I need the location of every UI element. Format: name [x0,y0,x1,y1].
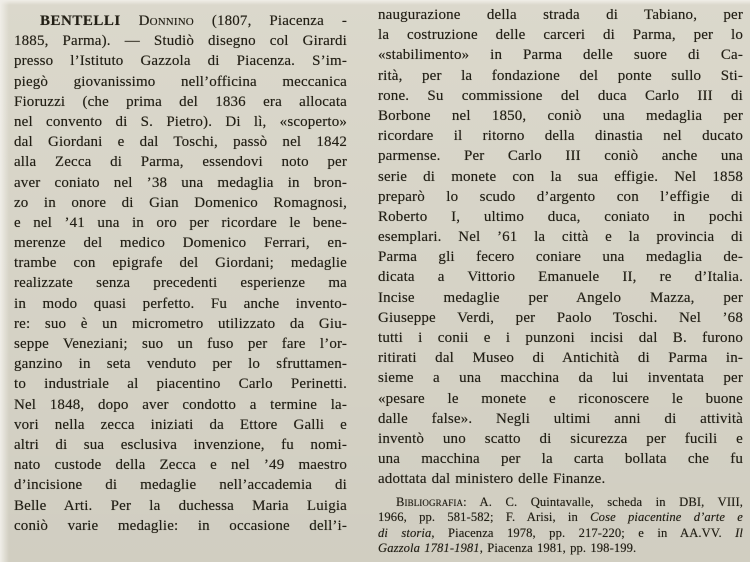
smallcaps-text-segment: Donnino [138,13,194,29]
text-line: realizzate senza precedenti esperienze ma [14,275,347,292]
text-line: naugurazione della strada di Tabiano, per [378,7,743,23]
text-line: coniò varie medaglie: in occasione dell’i- [14,517,347,534]
text-line: e nel ’41 una in oro per ricordare le bene- [14,214,347,231]
text-line: dicata a Vittorio Emanuele II, re d’Italia. [378,269,743,286]
text-line: Fioruzzi (che prima del 1836 era allocata [14,93,347,110]
text-line: rità, per la fondazione del ponte sullo Sti- [378,67,743,84]
text-line: sieme a una macchina da lui inventata per [378,370,743,387]
text-line: Incise medaglie per Angelo Mazza, per [378,289,743,306]
text-line: parmense. Per Carlo III coniò anche una [378,148,743,165]
text-line: dalle false». Negli ultimi anni di attività [378,410,743,427]
text-line: la costruzione delle carceri di Parma, per lo [378,27,743,44]
text-line: Roberto I, ultimo duca, coniato in pochi [378,208,743,225]
entry-body-left [14,11,347,536]
text-line: vori nella zecca iniziati da Ettore Galli e [14,416,347,433]
text-line: adottata dal ministero delle Finanze. [378,471,606,488]
text-line: Borbone nel 1850, coniò una medaglia per [378,107,743,124]
text-segment [121,13,139,29]
text-line: rone. Su commissione del duca Carlo III di [378,87,743,104]
text-line: merenze del medico Domenico Ferrari, en- [14,235,347,252]
text-line: d’incisione di medaglie nell’accademia di [14,477,347,494]
right-text-column [378,5,743,557]
text-line: «stabilimento» in Parma delle suore di Ca- [378,47,743,64]
italic-text-segment: Gazzola 1781-1981 [378,541,480,556]
text-line: Parma gli fecero coniare una medaglia de- [378,249,743,266]
text-line: serie di monete con la sua effigie. Nel 1858 [378,168,743,185]
text-line: inventò uno scatto di sicurezza per fucili e [378,430,743,447]
text-line: trambe con epigrafe del Giordani; medaglie [14,255,347,272]
text-line: altri di sua esclusiva invenzione, fu nomi- [14,436,347,453]
entry-body-right [378,5,743,490]
text-line [378,510,743,526]
text-line [378,495,743,511]
text-line: tutti i conii e i punzoni incisi dal B. furono [378,330,743,346]
text-segment: , Piacenza 1981, pp. 198-199. [479,541,637,556]
text-line: aver coniato nel ’38 una medaglia in bron- [14,174,347,191]
text-line: ritirati dal Museo di Antichità di Parma in- [378,350,743,367]
text-line: nel convento di S. Pietro). Di lì, «scoperto» [14,113,347,130]
text-line: presso l’Istituto Gazzola di Piacenza. S’im- [14,53,347,70]
text-line: una macchina per la carta bollata che fu [378,451,743,468]
text-line: Belle Arti. Per la duchessa Maria Luigia [14,497,347,514]
italic-text-segment: Cose piacentine d’arte e [590,510,743,525]
italic-text-segment: Il [735,525,743,540]
bold-text-segment: BENTELLI [40,13,121,29]
text-segment: (1807, Piacenza - [193,13,347,29]
text-line: nato custode della Zecca e nel ’49 maestro [14,457,347,474]
text-line: preparò lo scudo d’argento con l’effigie di [378,188,743,205]
text-segment: , Piacenza 1978, pp. 217-220; e in AA.VV. [431,525,736,540]
text-line [14,11,347,31]
text-line: alla Zecca di Parma, essendovi noto per [14,154,347,171]
text-line: seppe Veneziani; suo un fuso per fare l’or- [14,336,347,352]
bibliography [378,495,743,557]
text-line: zo in onore di Gian Domenico Romagnosi, [14,194,347,211]
text-segment: 1966, pp. 581-582; F. Arisi, in [378,510,591,525]
text-line [378,526,743,542]
left-text-column [14,11,347,536]
text-line: ricordare il ritorno della dinastia nel ducato [378,128,743,145]
text-line: in modo quasi perfetto. Fu anche invento- [14,295,347,312]
text-line: piegò giovanissimo nell’officina meccanica [14,73,347,90]
smallcaps-text-segment: Bibliografia [396,494,464,509]
text-line: dal Giordani e dal Toschi, passò nel 1842 [14,134,347,151]
text-line: «pesare le monete e riconoscere le buone [378,390,743,407]
text-line: Giuseppe Verdi, per Paolo Toschi. Nel ’68 [378,309,743,326]
text-line: Nel 1848, dopo aver condotto a termine la- [14,396,347,413]
text-line: esemplari. Nel ’61 la città e la provincia di [378,229,743,246]
text-segment: : A. C. Quintavalle, scheda in DBI, VIII, [463,494,743,509]
text-line: 1885, Parma). — Studiò disegno col Girardi [14,33,347,50]
italic-text-segment: di storia [378,525,432,540]
text-line [378,541,743,557]
text-line: ganzino in seta venduto per lo sfruttamen- [14,356,347,373]
scan-edge-left [0,0,9,562]
text-line: to industriale al piacentino Carlo Perinetti. [14,376,347,393]
text-line: re: suo è un micrometro utilizzato da Giu- [14,315,347,332]
